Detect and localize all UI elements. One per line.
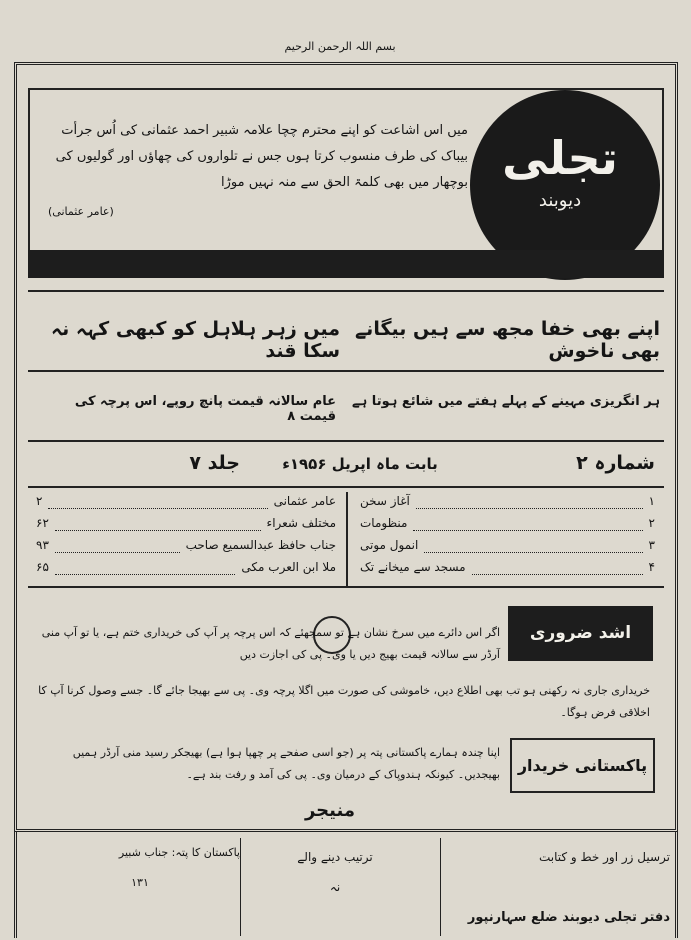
toc-left-item[interactable] [36, 494, 336, 514]
verse-right: اپنے بھی خفا مجھ سے ہیں بیگانے بھی ناخوش [355, 318, 660, 362]
publication-schedule: ہر انگریزی مہینے کے پہلے ہفتے میں شائع ہوتا ہے [352, 394, 660, 409]
manager-signature: منیجر [304, 800, 355, 821]
toc-right-item[interactable] [360, 538, 655, 558]
toc-left-item[interactable] [36, 516, 336, 536]
toc-number: ۲ [648, 516, 655, 530]
toc-title: آغاز سخن [360, 494, 410, 508]
toc-divider [346, 492, 348, 586]
subscription-price: عام سالانہ قیمت پانچ روپے، اس پرچہ کی قیمت ۸ [74, 394, 336, 424]
bismillah-heading: بسم اللہ الرحمن الرحیم [284, 40, 396, 53]
footer-editors-name: نہ [329, 880, 341, 894]
footer-correspondence-title: ترسیل زر اور خط و کتابت [538, 850, 670, 864]
toc-page: ۶۵ [36, 560, 49, 574]
toc-title: مسجد سے میخانے تک [360, 560, 466, 574]
urgent-notice-label: اشد ضروری [508, 606, 653, 661]
footer-divider [440, 838, 441, 936]
toc-page: ۹۳ [36, 538, 49, 552]
toc-author: عامر عثمانی [273, 494, 336, 508]
toc-title: انمول موتی [360, 538, 419, 552]
toc-number: ۳ [648, 538, 655, 552]
toc-left-item[interactable] [36, 560, 336, 580]
dedication-text: میں اس اشاعت کو اپنے محترم چچا علامہ شبیر احمد عثمانی کی اُس جرأت بیباک کی طرف منسوب کرتا ہوں جس نے تلواروں کی چھاؤں اور گولیوں کی بوچھار میں بھی کلمۃ الحق سے منہ نہیں موڑا [55, 123, 468, 190]
footer-office-address: دفتر تجلی دیوبند ضلع سہارنپور [467, 910, 670, 925]
toc-author: جناب حافظ عبدالسمیع صاحب [185, 538, 336, 552]
footer-pakistan-sub: ۱۳۱ [131, 876, 149, 889]
toc-title: منظومات [360, 516, 408, 530]
toc-author: ملا ابن العرب مکی [241, 560, 336, 574]
issue-number: شمارہ ۲ [576, 452, 655, 474]
footer-divider [240, 838, 241, 936]
toc-number: ۱ [648, 494, 655, 508]
logo-subtitle: دیوبند [538, 190, 582, 211]
issue-date: بابت ماہ اپریل ۱۹۵۶ء [282, 455, 438, 473]
verse-left: میں زہر ہلاہل کو کبھی کہہ نہ سکا قند [51, 318, 340, 362]
pakistani-buyer-text: اپنا چندہ ہمارے پاکستانی پتہ پر (جو اسی صفحے پر چھپا ہوا ہے) بھیجکر رسید منی آرڈر ہمیں بھیجدیں۔ کیونکہ ہندوپاک کے درمیان وی۔ پی کی آمد و رفت بند ہے۔ [72, 746, 500, 781]
black-band [28, 250, 664, 278]
footer-editors-title: ترتیب دینے والے [297, 850, 373, 864]
notice-text: اگر اس دائرے میں سرخ نشان ہے تو سمجھئے کہ اس پرچہ پر آپ کی خریداری ختم ہے، یا تو آپ منی آرڈر سے سالانہ قیمت بھیج دیں یا وی۔ پی کی اجازت دیں [41, 626, 500, 661]
toc-right-item[interactable] [360, 560, 655, 580]
toc-number: ۴ [648, 560, 655, 574]
volume-number: جلد ۷ [189, 452, 240, 474]
pakistani-buyer-label: پاکستانی خریدار [510, 738, 655, 793]
logo-title: تجلی [502, 131, 618, 185]
footer-pakistan-address: پاکستان کا پتہ: جناب شبیر [118, 846, 240, 859]
toc-right-item[interactable] [360, 516, 655, 536]
toc-left-item[interactable] [36, 538, 336, 558]
notice-continuation: خریداری جاری نہ رکھنی ہو تب بھی اطلاع دیں، خاموشی کی صورت میں اگلا پرچہ وی۔ پی سے بھیجا جائے گا۔ جسے وصول کرنا آپ کا اخلاقی فرض ہوگا۔ [38, 684, 650, 719]
toc-right-item[interactable] [360, 494, 655, 514]
dedication-signature: (عامر عثمانی) [48, 205, 114, 218]
toc-author: مختلف شعراء [266, 516, 336, 530]
toc-page: ۶۲ [36, 516, 49, 530]
toc-page: ۲ [36, 494, 43, 508]
